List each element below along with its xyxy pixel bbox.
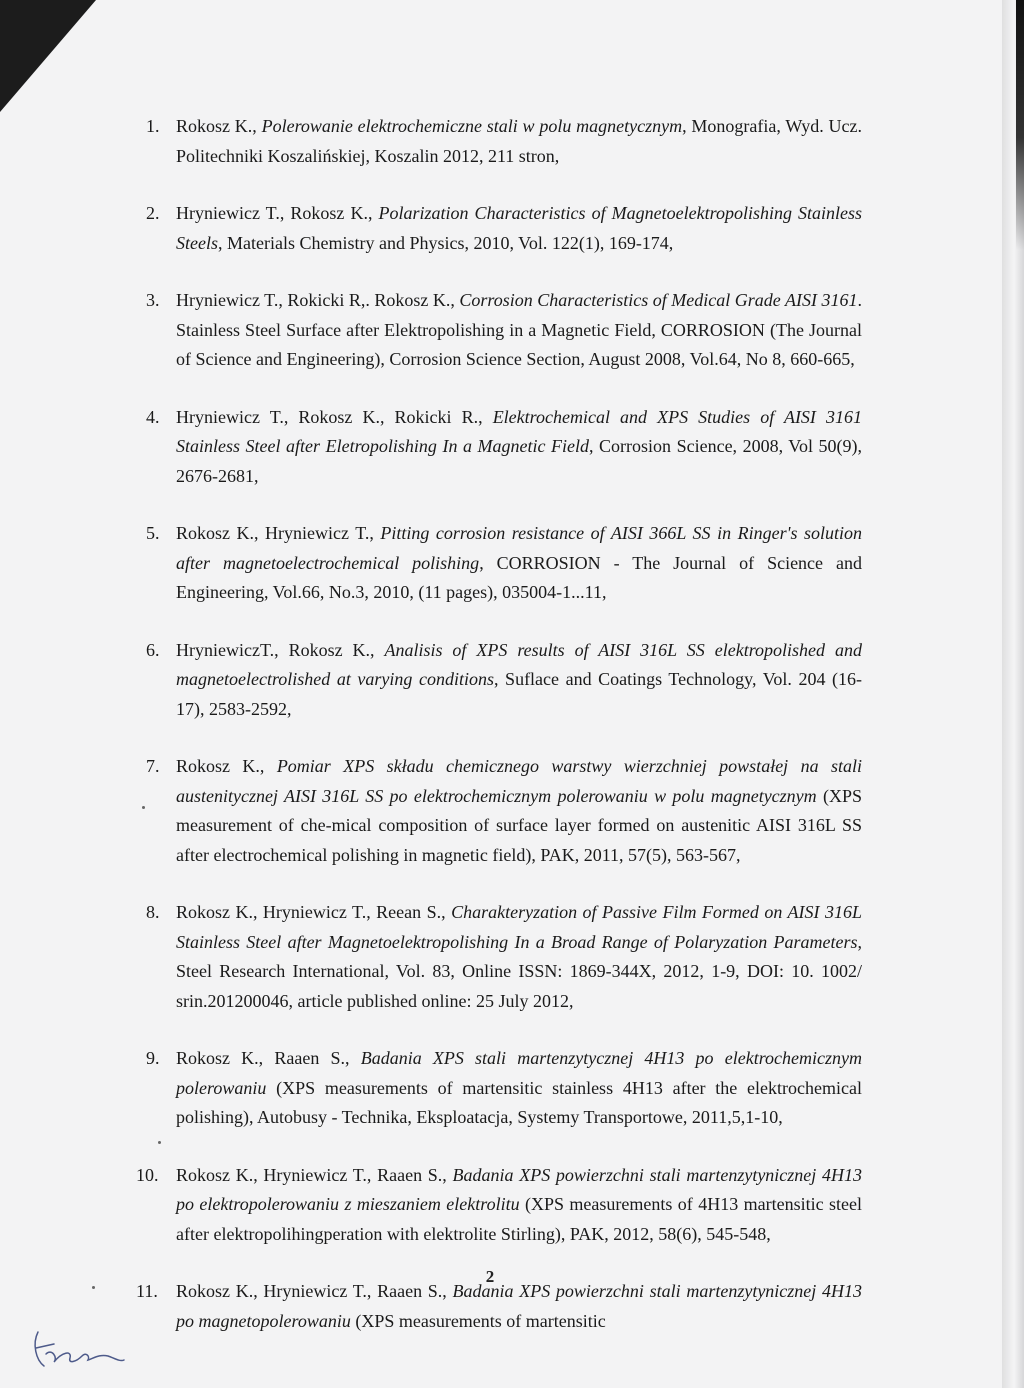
scan-speck	[142, 806, 145, 809]
reference-title: Badania XPS powierzchni stali martenzytynicznej 4H13 po elektropolerowaniu z mieszaniem elektrolitu	[176, 1164, 862, 1214]
reference-authors: Rokosz K., Hryniewicz T., Raaen S.,	[176, 1281, 453, 1301]
reference-title: Polarization Characteristics of Magnetoelektropolishing Stainless Steels	[176, 203, 863, 253]
reference-authors: Rokosz K., Hryniewicz T., Raaen S.,	[176, 1164, 453, 1185]
reference-authors: Hryniewicz T., Rokosz K., Rokicki R.,	[176, 406, 493, 427]
reference-item-4	[146, 403, 862, 492]
reference-title: Badania XPS stali martenzytycznej 4H13 po elektrochemicznym polerowaniu	[176, 1048, 862, 1098]
reference-item-10	[136, 1161, 862, 1250]
reference-details: (XPS measurements of 4H13 martensitic steel after elektropolihingperation with elektrolite Stirling), PAK, 2012, 58(6), 545-548,	[176, 1194, 862, 1244]
reference-details: , Steel Research International, Vol. 83, Online ISSN: 1869-344X, 2012, 1-9, DOI: 10. 1002/ srin.201200046, article published online: 25 July 2012,	[176, 931, 862, 1011]
reference-item-2	[146, 199, 862, 258]
reference-number: 1.	[146, 116, 160, 136]
reference-number: 8.	[146, 902, 160, 922]
reference-title: Charakteryzation of Passive Film Formed on AISI 316L Stainless Steel after Magnetoelektropolishing In a Broad Range of Polaryzation Parameters	[176, 902, 862, 952]
reference-details: , Materials Chemistry and Physics, 2010, Vol. 122(1), 169-174,	[218, 232, 674, 253]
scan-corner-shadow	[0, 0, 96, 112]
reference-title: Badania XPS powierzchni stali martenzytynicznej 4H13 po magnetopolerowaniu	[176, 1281, 862, 1331]
reference-authors: Rokosz K., Hryniewicz T., Reean S.,	[176, 902, 452, 922]
reference-details: , Suflace and Coatings Technology, Vol. 204 (16-17), 2583-2592,	[176, 669, 862, 719]
reference-details: (XPS measurement of che-mical composition of surface layer formed on austenitic AISI 316L SS after electrochemical polishing in magnetic field), PAK, 2011, 57(5), 563-567,	[176, 785, 862, 865]
reference-title: Corrosion Characteristics of Medical Grade AISI 3161	[459, 290, 858, 310]
reference-item-9	[146, 1044, 862, 1133]
scan-speck	[158, 1141, 161, 1144]
reference-number: 6.	[146, 639, 160, 660]
reference-list	[136, 112, 863, 1364]
reference-authors: Rokosz K., Hryniewicz T.,	[176, 523, 381, 543]
reference-item-6	[146, 636, 862, 725]
reference-item-7	[146, 752, 862, 870]
reference-title: Pitting corrosion resistance of AISI 366L SS in Ringer's solution after magnetoelectrochemical polishing	[176, 523, 862, 573]
reference-item-5	[146, 519, 862, 608]
reference-authors: Rokosz K.,	[176, 116, 262, 136]
reference-title: Elektrochemical and XPS Studies of AISI 3161 Stainless Steel after Eletropolishing In a Magnetic Field	[176, 406, 862, 456]
reference-number: 9.	[146, 1048, 160, 1068]
reference-authors: Hryniewicz T., Rokosz K.,	[176, 203, 379, 223]
reference-authors: Hryniewicz T., Rokicki R,. Rokosz K.,	[176, 290, 460, 310]
reference-details: , CORROSION - The Journal of Science and Engineering, Vol.66, No.3, 2010, (11 pages), 035004-1...11,	[176, 552, 862, 602]
page-number: 2	[485, 1267, 495, 1286]
reference-authors: Rokosz K., Raaen S.,	[176, 1048, 361, 1068]
scan-edge-shadow	[1016, 0, 1024, 250]
reference-item-11	[136, 1277, 862, 1336]
reference-details: (XPS measurements of martensitic stainless 4H13 after the elektrochemical polishing), Autobusy - Technika, Eksploatacja, Systemy Transportowe, 2011,5,1-10,	[176, 1077, 862, 1127]
reference-title: Polerowanie elektrochemiczne stali w polu magnetycznym	[261, 116, 683, 136]
reference-title: Analisis of XPS results of AISI 316L SS elektropolished and magnetoelectrolished at varying conditions	[176, 639, 862, 689]
reference-details: , Corrosion Science, 2008, Vol 50(9), 2676-2681,	[176, 436, 863, 486]
reference-item-1	[146, 112, 862, 171]
scan-speck	[92, 1286, 95, 1289]
reference-authors: HryniewiczT., Rokosz K.,	[176, 639, 385, 660]
reference-item-8	[146, 898, 862, 1016]
reference-number: 3.	[146, 290, 160, 310]
reference-number: 5.	[146, 523, 160, 543]
reference-number: 2.	[146, 203, 160, 223]
reference-details: . Stainless Steel Surface after Elektropolishing in a Magnetic Field, CORROSION (The Journal of Science and Engineering), Corrosion Science Section, August 2008, Vol.64, No 8, 660-665,	[176, 290, 862, 369]
reference-number: 11.	[136, 1281, 158, 1301]
reference-number: 7.	[146, 756, 160, 776]
reference-number: 10.	[136, 1164, 159, 1185]
reference-number: 4.	[146, 406, 160, 427]
reference-details: (XPS measurements of martensitic	[350, 1310, 606, 1331]
reference-item-3	[146, 286, 862, 375]
reference-title: Pomiar XPS składu chemicznego warstwy wierzchniej powstałej na stali austenitycznej AISI 316L SS po elektrochemicznym polerowaniu w polu magnetycznym	[176, 756, 862, 806]
handwritten-signature	[28, 1322, 128, 1370]
reference-authors: Rokosz K.,	[176, 756, 277, 776]
reference-details: , Monografia, Wyd. Ucz. Politechniki Koszalińskiej, Koszalin 2012, 211 stron,	[176, 116, 862, 166]
